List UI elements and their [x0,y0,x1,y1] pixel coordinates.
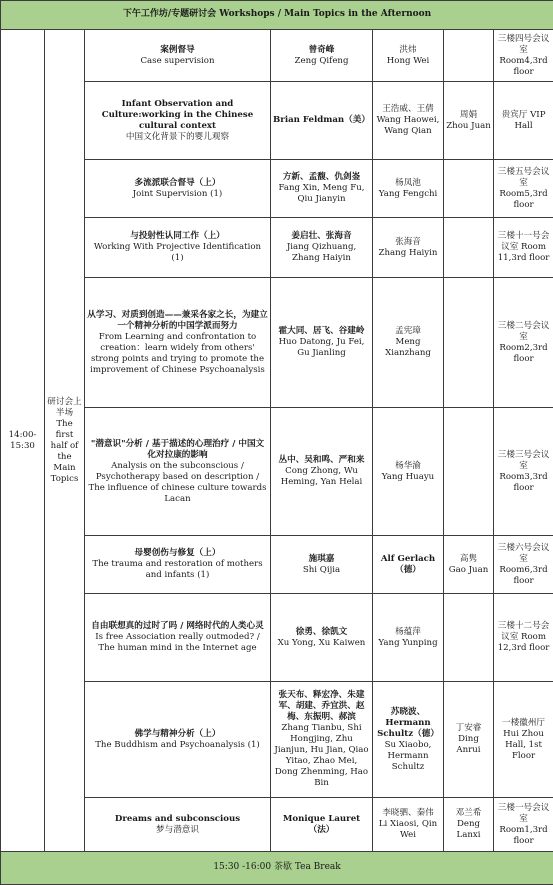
assistant-cell [444,278,494,408]
topic-title: 多流派联合督导（上） [87,178,268,189]
speaker-cell [271,594,373,682]
room-cell: 三楼十二号会议室 Room 12,3rd floor [494,594,553,682]
topic-subtitle: Analysis on the subconscious / Psychotherapy based on description / The influence of chinese culture towards Lacan [87,461,268,505]
translator-cn: 洪炜 [375,45,441,56]
room-cell: 贵宾厅 VIP Hall [494,82,553,160]
speaker-cn: 施琪嘉 [273,554,370,565]
room-cell: 三楼二号会议室 Room2,3rd floor [494,278,553,408]
assistant-cell [444,798,494,852]
topic-title: 母婴创伤与修复（上） [87,548,268,559]
translator-cn: 李晓驷、秦伟 [375,808,441,819]
topic-cell [85,30,271,82]
translator-cell [373,30,444,82]
topic-cell [85,82,271,160]
assistant-cell [444,218,494,278]
room-cell: 三楼一号会议室 Room1,3rd floor [494,798,553,852]
topic-subtitle: Working With Projective Identification (1) [87,242,268,264]
translator-en: Yang Huayu [375,472,441,483]
speaker-cn: 徐勇、徐凯文 [273,627,370,638]
translator-cell [373,798,444,852]
header-row [1,1,553,30]
speaker-en: Jiang Qizhuang, Zhang Haiyin [273,242,370,264]
speaker-cn: 曾奇峰 [273,45,370,56]
assistant-cell [444,536,494,594]
topic-subtitle: From Learning and confrontation to creation：learn widely from others' strong points and trying to promote the improvement of Chinese Psychoanalysis [87,332,268,376]
speaker-cell [271,160,373,218]
speaker-en: Shi Qijia [273,565,370,576]
room-cell: 一楼徽州厅 Hui Zhou Hall, 1st Floor [494,682,553,798]
topic-title: 与投射性认同工作（上） [87,231,268,242]
speaker-cn: 张天布、释宏净、朱建军、胡建、乔宜洪、赵梅、东振明、郝滨 [273,690,370,723]
speaker-cell [271,682,373,798]
speaker-cn: 姜启壮、张海音 [273,231,370,242]
room-cell: 三楼十一号会议室 Room 11,3rd floor [494,218,553,278]
session-cn: 研讨会上半场 [47,397,82,419]
topic-subtitle: 梦与潜意识 [87,825,268,836]
translator-en: Yang Fengchi [375,189,441,200]
assistant-cell [444,160,494,218]
assistant-cell [444,682,494,798]
topic-cell [85,682,271,798]
speaker-cn: 霍大同、居飞、谷建岭 [273,326,370,337]
speaker-en: Cong Zhong, Wu Heming, Yan Helai [273,466,370,488]
tea-break-row [1,852,553,885]
topic-subtitle: Joint Supervision (1) [87,189,268,200]
speaker-en: Fang Xin, Meng Fu, Qiu Jianyin [273,183,370,205]
speaker-cell [271,278,373,408]
assistant-en: Deng Lanxi [446,819,491,841]
assistant-cell [444,30,494,82]
topic-subtitle: Is free Association really outmoded? / The human mind in the Internet age [87,632,268,654]
translator-en: Zhang Haiyin [375,248,441,259]
speaker-cn: 方新、孟馥、仇剑崟 [273,172,370,183]
topic-subtitle: Case supervision [87,56,268,67]
tea-break-label: 15:30 -16:00 茶歇 Tea Break [1,852,553,885]
translator-cell [373,82,444,160]
speaker-cn: Monique Lauret（法） [273,814,370,836]
topic-cell [85,160,271,218]
speaker-cell [271,30,373,82]
speaker-en: Zhang Tianbu, Shi Hongjing, Zhu Jianjun, Hu Jian, Qiao Yitao, Zhao Mei, Dong Zhenming, Hao Bin [273,723,370,789]
room-cell: 三楼六号会议室 Room6,3rd floor [494,536,553,594]
translator-cell [373,594,444,682]
translator-en: Li Xiaosi, Qin Wei [375,819,441,841]
speaker-en: Zeng Qifeng [273,56,370,67]
speaker-cell [271,218,373,278]
topic-subtitle: The trauma and restoration of mothers and infants (1) [87,559,268,581]
topic-cell [85,218,271,278]
topic-title: 自由联想真的过时了吗 / 网络时代的人类心灵 [87,621,268,632]
translator-cn: 杨蕴萍 [375,627,441,638]
assistant-en: Ding Anrui [446,734,491,756]
topic-subtitle: The Buddhism and Psychoanalysis (1) [87,740,268,751]
assistant-cell [444,408,494,536]
assistant-cn: 周娟 [446,110,491,121]
topic-title: Dreams and subconscious [87,814,268,825]
translator-cn: 张海音 [375,237,441,248]
translator-cell [373,682,444,798]
topic-cell [85,536,271,594]
topic-subtitle: 中国文化背景下的婴儿观察 [87,132,268,143]
topic-cell [85,408,271,536]
time-slot: 14:00-15:30 [1,30,45,852]
translator-cell [373,278,444,408]
translator-cn: 王浩威、王倩 [375,104,441,115]
translator-en: Wang Haowei, Wang Qian [375,115,441,137]
speaker-cell [271,798,373,852]
room-cell: 三楼三号会议室 Room3,3rd floor [494,408,553,536]
translator-en: Meng Xianzhang [375,337,441,359]
translator-en: Yang Yunping [375,638,441,649]
assistant-en: Gao Juan [446,565,491,576]
translator-cell [373,408,444,536]
assistant-en: Zhou Juan [446,121,491,132]
translator-en: Su Xiaobo, Hermann Schultz [375,740,441,773]
topic-title: Infant Observation and Culture:working in the Chinese cultural context [87,99,268,132]
translator-cn: 杨华渝 [375,461,441,472]
table-row [1,30,553,82]
session-label [45,30,85,852]
assistant-cn: 高隽 [446,554,491,565]
speaker-cell [271,82,373,160]
translator-cn: Alf Gerlach（德） [375,554,441,576]
topic-cell [85,594,271,682]
topic-title: 佛学与精神分析（上） [87,729,268,740]
room-cell: 三楼四号会议室 Room4,3rd floor [494,30,553,82]
topic-cell [85,798,271,852]
translator-cn: 孟宪璋 [375,326,441,337]
translator-cn: 苏晓波、Hermann Schultz（德） [375,707,441,740]
translator-cell [373,536,444,594]
topic-cell [85,278,271,408]
speaker-cell [271,536,373,594]
room-cell: 三楼五号会议室 Room5,3rd floor [494,160,553,218]
speaker-en: Huo Datong, Ju Fei, Gu Jianling [273,337,370,359]
translator-cell [373,160,444,218]
session-en: The first half of the Main Topics [47,419,82,485]
speaker-cell [271,408,373,536]
assistant-cn: 丁安睿 [446,723,491,734]
topic-title: "潜意识"分析 / 基于描述的心理治疗 / 中国文化对拉康的影响 [87,439,268,461]
speaker-cn: 丛中、吴和鸣、严和来 [273,455,370,466]
translator-en: Hong Wei [375,56,441,67]
translator-cn: 杨凤池 [375,178,441,189]
header-title: 下午工作坊/专题研讨会 Workshops / Main Topics in the Afternoon [1,1,553,30]
speaker-cn: Brian Feldman（美） [273,115,370,126]
topic-title: 案例督导 [87,45,268,56]
topic-title: 从学习、对质到创造——兼采各家之长，为建立一个精神分析的中国学派而努力 [87,310,268,332]
speaker-en: Xu Yong, Xu Kaiwen [273,638,370,649]
translator-cell [373,218,444,278]
assistant-cell [444,82,494,160]
assistant-cn: 邓兰希 [446,808,491,819]
assistant-cell [444,594,494,682]
